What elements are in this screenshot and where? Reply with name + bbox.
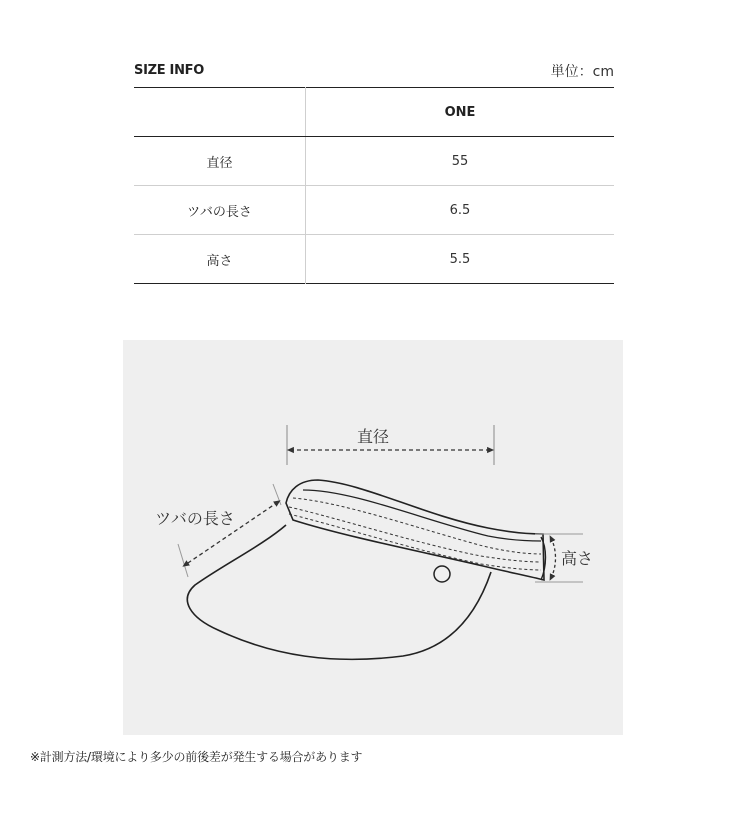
header-empty-cell: [134, 88, 306, 137]
snap-button: [434, 566, 450, 582]
measurement-note: ※計測方法/環境により多少の前後差が発生する場合があります: [30, 750, 363, 764]
row-label-diameter: 直径: [134, 137, 306, 186]
row-value-diameter: 55: [306, 137, 615, 186]
table-row: [134, 186, 614, 235]
height-arrow: [551, 538, 556, 578]
table-row: [134, 235, 614, 284]
brim-guide-bottom: [178, 544, 188, 577]
brim-guide-top: [273, 484, 281, 505]
brim-length-label: ツバの長さ: [155, 509, 235, 528]
size-info-title: SIZE INFO: [134, 63, 204, 78]
row-value-brim-length: 6.5: [306, 186, 615, 235]
unit-label: 単位：cm: [550, 64, 614, 80]
visor-measurement-diagram: [123, 340, 623, 735]
diameter-label: 直径: [356, 427, 390, 446]
row-label-height: 高さ: [134, 235, 306, 284]
header-size-one: ONE: [306, 88, 615, 137]
height-label: 高さ: [561, 549, 594, 568]
row-label-brim-length: ツバの長さ: [134, 186, 306, 235]
size-info-header: [134, 60, 614, 82]
visor-illustration: [123, 340, 623, 735]
size-table: [134, 87, 614, 284]
table-row: [134, 137, 614, 186]
table-header-row: [134, 88, 614, 137]
row-value-height: 5.5: [449, 251, 471, 267]
